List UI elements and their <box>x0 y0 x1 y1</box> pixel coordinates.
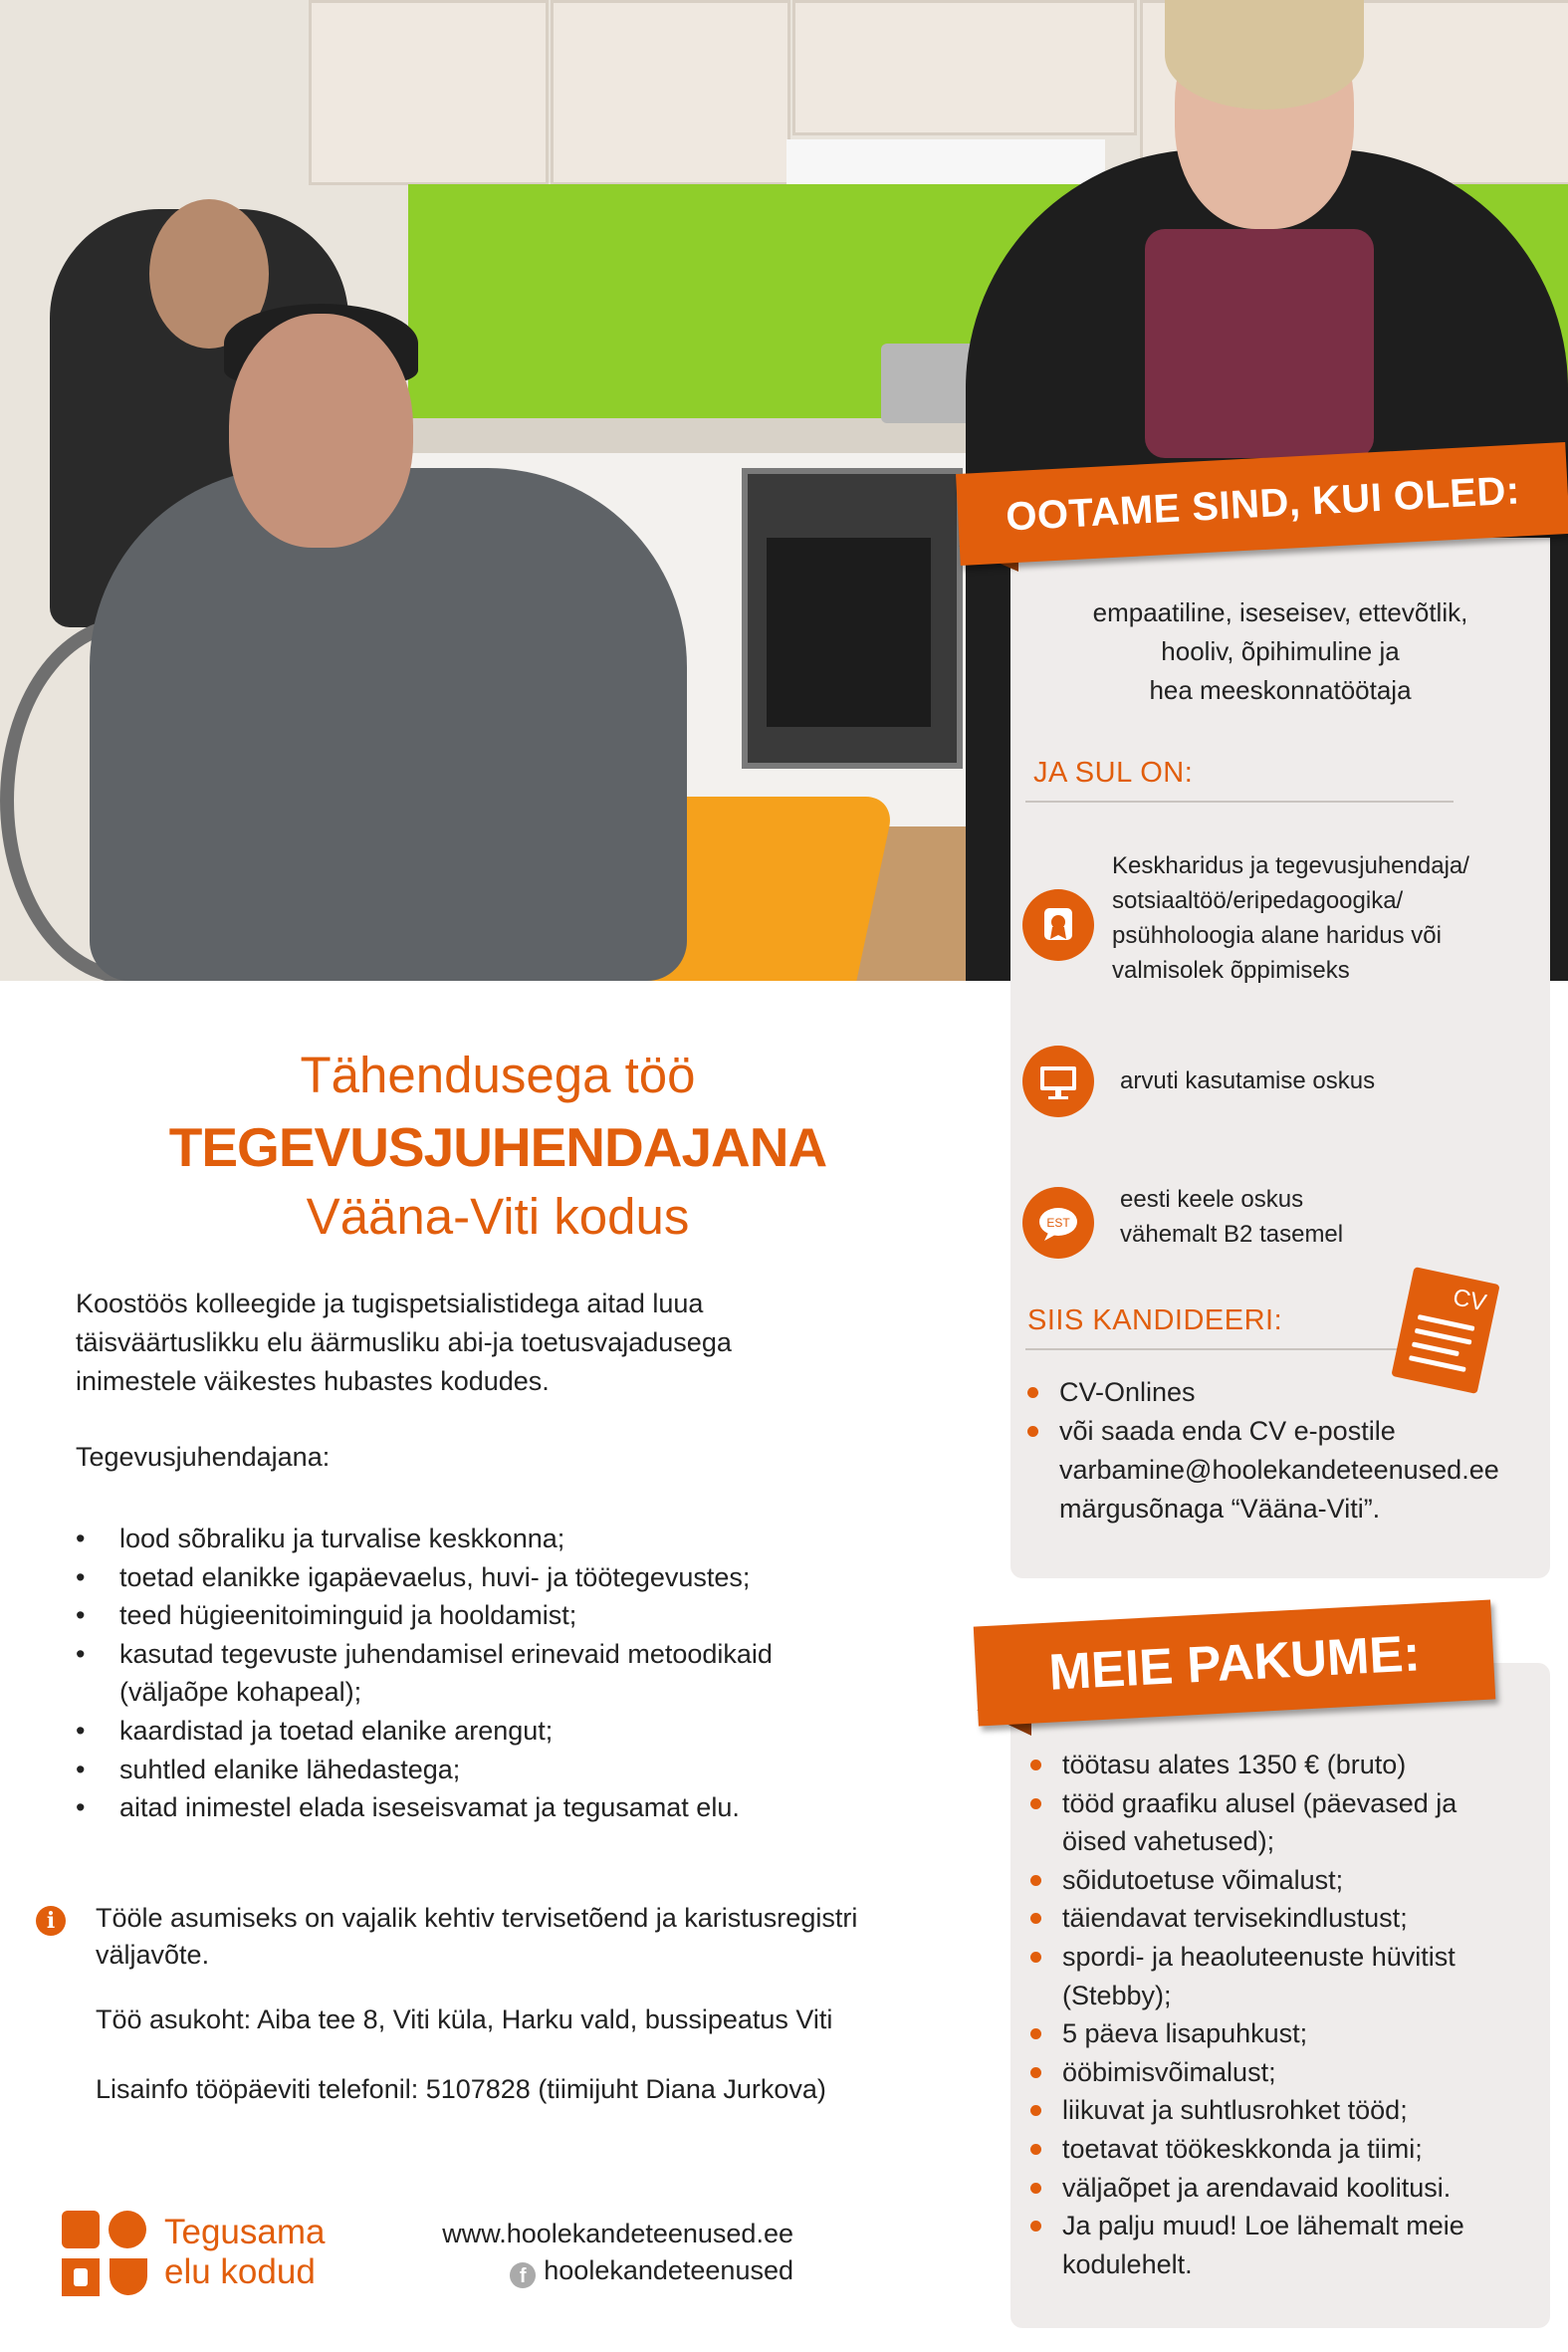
website-link[interactable]: www.hoolekandeteenused.ee <box>442 2219 793 2248</box>
language-line: vähemalt B2 tasemel <box>1120 1221 1344 1248</box>
education-line: psühholoogia alane haridus või <box>1112 922 1442 949</box>
divider <box>1025 801 1454 803</box>
language-text <box>1120 1182 1343 1252</box>
logo-text <box>164 2213 325 2292</box>
language-icon <box>1022 1187 1094 1259</box>
traits-text <box>1010 593 1550 710</box>
apply-item-text: või saada enda CV e-postile <box>1059 1416 1396 1446</box>
list-item: • kaardistad ja toetad elanike arengut; <box>76 1712 773 1751</box>
requirement-note <box>96 1900 857 1974</box>
facebook-link[interactable] <box>413 2255 793 2288</box>
facebook-handle[interactable]: hoolekandeteenused <box>544 2255 793 2285</box>
intro-paragraph <box>76 1285 732 1401</box>
list-item: tööd graafiku alusel (päevased ja <box>1030 1784 1464 1823</box>
offer-banner: MEIE PAKUME: <box>974 1599 1496 1726</box>
tasks-lead: Tegevusjuhendajana: <box>76 1442 331 1472</box>
list-item: sõidutoetuse võimalust; <box>1030 1861 1464 1900</box>
contact-note <box>96 2071 826 2108</box>
list-item: kodulehelt. <box>1062 2248 1193 2279</box>
list-item: • toetad elanikke igapäevaelus, huvi- ja töötegevustes; <box>76 1558 773 1597</box>
divider <box>1025 1348 1404 1350</box>
education-line: Keskharidus ja tegevusjuhendaja/ <box>1112 852 1469 879</box>
contact-text: Lisainfo tööpäeviti telefonil: 5107828 (tiimijuht Diana Jurkova) <box>96 2074 826 2104</box>
logo-line: elu kodud <box>164 2252 316 2291</box>
education-line: valmisolek õppimiseks <box>1112 957 1350 984</box>
list-item: öised vahetused); <box>1062 1826 1275 1857</box>
intro-line: Koostöös kolleegide ja tugispetsialistidega aitad luua <box>76 1289 704 1318</box>
offer-list <box>1030 1746 1464 2283</box>
list-item: täiendavat tervisekindlustust; <box>1030 1899 1464 1938</box>
list-item: • suhtled elanike lähedastega; <box>76 1751 773 1789</box>
education-line: sotsiaaltöö/eripedagoogika/ <box>1112 887 1404 914</box>
job-title-line1: Tähendusega töö <box>300 1047 696 1103</box>
computer-text <box>1120 1063 1375 1098</box>
tasks-list <box>76 1520 773 1827</box>
intro-line: täisväärtuslikku elu äärmusliku abi-ja toetusvajadusega <box>76 1327 732 1357</box>
requirement-line: Tööle asumiseks on vajalik kehtiv tervisetõend ja karistusregistri <box>96 1903 858 1933</box>
computer-line: arvuti kasutamise oskus <box>1120 1067 1376 1094</box>
education-icon <box>1022 889 1094 961</box>
apply-heading: SIIS KANDIDEERI: <box>1027 1304 1283 1336</box>
list-item: • teed hügieenitoiminguid ja hooldamist; <box>76 1596 773 1635</box>
cv-icon-label: CV <box>1451 1284 1489 1317</box>
list-item: (Stebby); <box>1062 1980 1172 2010</box>
requirement-line: väljavõte. <box>96 1940 210 1970</box>
trait-line: hea meeskonnatöötaja <box>1149 675 1412 705</box>
list-item <box>1027 1373 1499 1412</box>
list-item: väljaõpet ja arendavaid koolitusi. <box>1030 2169 1464 2208</box>
intro-line: inimestele väikestes hubastes kodudes. <box>76 1366 550 1396</box>
list-item: töötasu alates 1350 € (bruto) <box>1030 1746 1464 1784</box>
list-item: spordi- ja heaoluteenuste hüvitist <box>1030 1938 1464 1977</box>
list-item: toetavat töökeskkonda ja tiimi; <box>1030 2130 1464 2169</box>
info-icon: i <box>36 1906 66 1936</box>
list-item: ööbimisvõimalust; <box>1030 2053 1464 2092</box>
list-item: • aitad inimestel elada iseseisvamat ja tegusamat elu. <box>76 1788 773 1827</box>
have-heading: JA SUL ON: <box>1033 757 1194 789</box>
email-link[interactable] <box>1027 1451 1499 1490</box>
want-banner: OOTAME SIND, KUI OLED: <box>956 442 1568 566</box>
facebook-icon: f <box>510 2262 536 2288</box>
apply-item-text: CV-Onlines <box>1059 1377 1196 1407</box>
list-item: liikuvat ja suhtlusrohket tööd; <box>1030 2091 1464 2130</box>
list-item: • lood sõbraliku ja turvalise keskkonna; <box>76 1520 773 1558</box>
logo-line: Tegusama <box>164 2213 326 2251</box>
list-item <box>1027 1412 1499 1451</box>
list-item <box>1027 1490 1499 1529</box>
email-address[interactable]: varbamine@hoolekandeteenused.ee <box>1059 1455 1499 1485</box>
list-item: 5 päeva lisapuhkust; <box>1030 2014 1464 2053</box>
language-icon-label: EST <box>1046 1216 1070 1230</box>
logo-icon <box>60 2209 149 2298</box>
job-title-main: TEGEVUSJUHENDAJANA <box>168 1116 827 1178</box>
trait-line: hooliv, õpihimuline ja <box>1161 636 1400 666</box>
location-note <box>96 2001 832 2038</box>
language-line: eesti keele oskus <box>1120 1186 1304 1213</box>
computer-icon <box>1022 1046 1094 1117</box>
location-text: Töö asukoht: Aiba tee 8, Viti küla, Harku vald, bussipeatus Viti <box>96 2004 833 2034</box>
trait-line: empaatiline, iseseisev, ettevõtlik, <box>1092 597 1468 627</box>
list-item: • kasutad tegevuste juhendamisel erinevaid metoodikaid <box>76 1635 773 1674</box>
education-text <box>1112 848 1469 988</box>
apply-keyword: märgusõnaga “Vääna-Viti”. <box>1059 1494 1381 1524</box>
list-item: Ja palju muud! Loe lähemalt meie <box>1030 2207 1464 2245</box>
list-item: (väljaõpe kohapeal); <box>119 1677 362 1708</box>
job-title-location: Vääna-Viti kodus <box>306 1188 690 1245</box>
apply-list <box>1027 1373 1499 1529</box>
